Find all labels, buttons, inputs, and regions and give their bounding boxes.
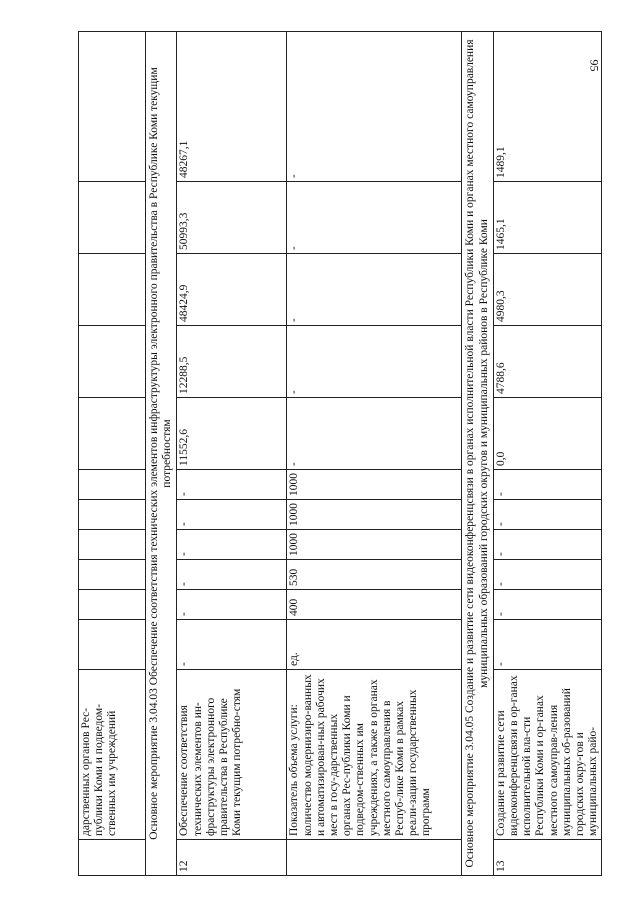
- value-cell: -: [177, 470, 287, 500]
- value-cell: -: [493, 530, 602, 560]
- value-cell: -: [287, 398, 462, 470]
- value-cell: -: [177, 560, 287, 590]
- row-number: 12: [177, 840, 287, 876]
- value-cell: 48267,1: [177, 32, 287, 182]
- section-header-row: [146, 32, 177, 876]
- value-cell: 400: [287, 590, 462, 620]
- rotated-table-sheet: [78, 32, 600, 876]
- row-name: Показатель объема услуги: количество модернизиро-ванных и автоматизирован-ных рабочих мест в госу-дарственных органах Рес-публики Коми и подведом-ственных им учреждениях, а также в органах местного самоуправления в Респуб-лике Коми в рамках реали-зации государственных программ: [287, 670, 462, 840]
- value-cell: -: [493, 590, 602, 620]
- table-row-12: [177, 32, 287, 876]
- value-cell: -: [177, 500, 287, 530]
- row-number: 13: [493, 840, 602, 876]
- value-cell: 11552,6: [177, 398, 287, 470]
- value-cell: -: [493, 560, 602, 590]
- value-cell: 1000: [287, 500, 462, 530]
- value-cell: 0,0: [493, 398, 602, 470]
- value-cell: -: [287, 254, 462, 326]
- value-cell: 1489,1: [493, 32, 602, 182]
- value-cell: -: [177, 590, 287, 620]
- table-row-12-indicator: [287, 32, 462, 876]
- value-cell: 50993,3: [177, 182, 287, 254]
- row-unit: -: [177, 620, 287, 670]
- value-cell: 530: [287, 560, 462, 590]
- value-cell: 4980,3: [493, 254, 602, 326]
- value-cell: 4788,6: [493, 326, 602, 398]
- table-row-13: [493, 32, 602, 876]
- table-row-continuation: [79, 32, 146, 876]
- row-unit: ед.: [287, 620, 462, 670]
- cell-name: дарственных органов Рес-публики Коми и подведом-ственных им учреждений: [79, 670, 146, 840]
- cell-num: [79, 840, 146, 876]
- value-cell: -: [287, 182, 462, 254]
- section-header-row: [462, 32, 493, 876]
- value-cell: 1465,1: [493, 182, 602, 254]
- value-cell: -: [287, 326, 462, 398]
- value-cell: 1000: [287, 470, 462, 500]
- page-number: 95: [587, 59, 602, 72]
- program-table: [78, 31, 602, 876]
- value-cell: -: [493, 470, 602, 500]
- value-cell: 48424,9: [177, 254, 287, 326]
- value-cell: 12288,5: [177, 326, 287, 398]
- value-cell: -: [493, 500, 602, 530]
- row-name: Обеспечение соответствия технических элементов ин-фраструктуры электронного правительства в Республике Коми текущим потребно-стям: [177, 670, 287, 840]
- value-cell: -: [177, 530, 287, 560]
- section-title: Основное мероприятие 3.04.05 Создание и развитие сети видеоконференцсвязи в органах исполнительной власти Республики Коми и органах местного самоуправления муниципальных образований городских округов и муниципальных районов в Республике Коми: [462, 32, 493, 876]
- value-cell: 1000: [287, 530, 462, 560]
- row-number: [287, 840, 462, 876]
- value-cell: -: [287, 32, 462, 182]
- row-name: Создание и развитие сети видеоконференцсвязи в ор-ганах исполнительной вла-сти Республики Коми и ор-ганах местного самоуправ-ления муниципальных об-разований городских окру-гов и муниципальных райо-: [493, 670, 602, 840]
- row-unit: -: [493, 620, 602, 670]
- section-title: Основное мероприятие 3.04.03 Обеспечение соответствия технических элементов инфраструктуры электронного правительства в Республике Коми текущим потребностям: [146, 32, 177, 876]
